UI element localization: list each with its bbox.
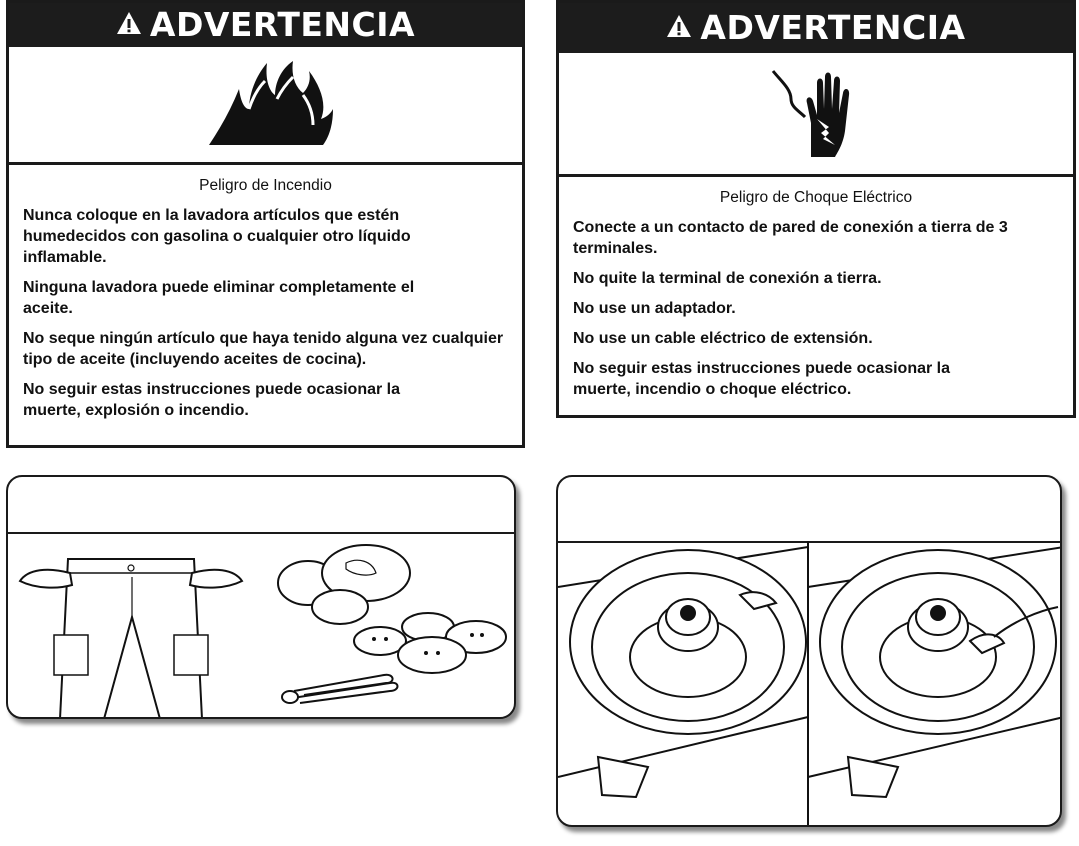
warning-triangle-icon: [116, 11, 142, 35]
fire-warning-paragraph: Ninguna lavadora puede eliminar completamente el aceite.: [23, 279, 415, 317]
fire-icon-area: [9, 47, 522, 165]
washer-drum-image: [558, 477, 1062, 827]
warning-triangle-icon: [666, 14, 692, 38]
washer-illustration: [556, 475, 1062, 827]
shock-warning-title: Peligro de Choque Eléctrico: [719, 189, 913, 206]
fire-warning-box: [6, 0, 525, 448]
shock-warning-paragraph: Conecte a un contacto de pared de conexión a tierra de 3 terminales.: [573, 219, 1008, 257]
shock-warning-paragraph: No use un adaptador.: [573, 300, 736, 317]
shock-icon-area: [559, 53, 1073, 177]
electric-shock-hand-icon: [559, 53, 1073, 174]
shock-warning-paragraph: No quite la terminal de conexión a tierra.: [573, 270, 882, 287]
pants-pockets-image: [8, 477, 516, 719]
shock-warning-paragraph: No seguir estas instrucciones puede ocasionar la muerte, incendio o choque eléctrico.: [573, 360, 951, 398]
fire-warning-title: Peligro de Incendio: [199, 177, 332, 194]
fire-warning-header: ADVERTENCIA: [9, 3, 522, 47]
shock-warning-paragraph: No use un cable eléctrico de extensión.: [573, 330, 873, 347]
fire-warning-paragraph: No seque ningún artículo que haya tenido alguna vez cualquier tipo de aceite (incluyendo aceites de cocina).: [23, 330, 504, 368]
shock-warning-box: [556, 0, 1076, 418]
fire-warning-paragraph: Nunca coloque en la lavadora artículos que estén humedecidos con gasolina o cualquier otro líquido inflamable.: [23, 207, 411, 266]
empty-pockets-illustration: [6, 475, 516, 719]
shock-warning-header: ADVERTENCIA: [559, 3, 1073, 53]
fire-icon: [9, 47, 522, 162]
fire-warning-paragraph: No seguir estas instrucciones puede ocasionar la muerte, explosión o incendio.: [23, 381, 401, 419]
